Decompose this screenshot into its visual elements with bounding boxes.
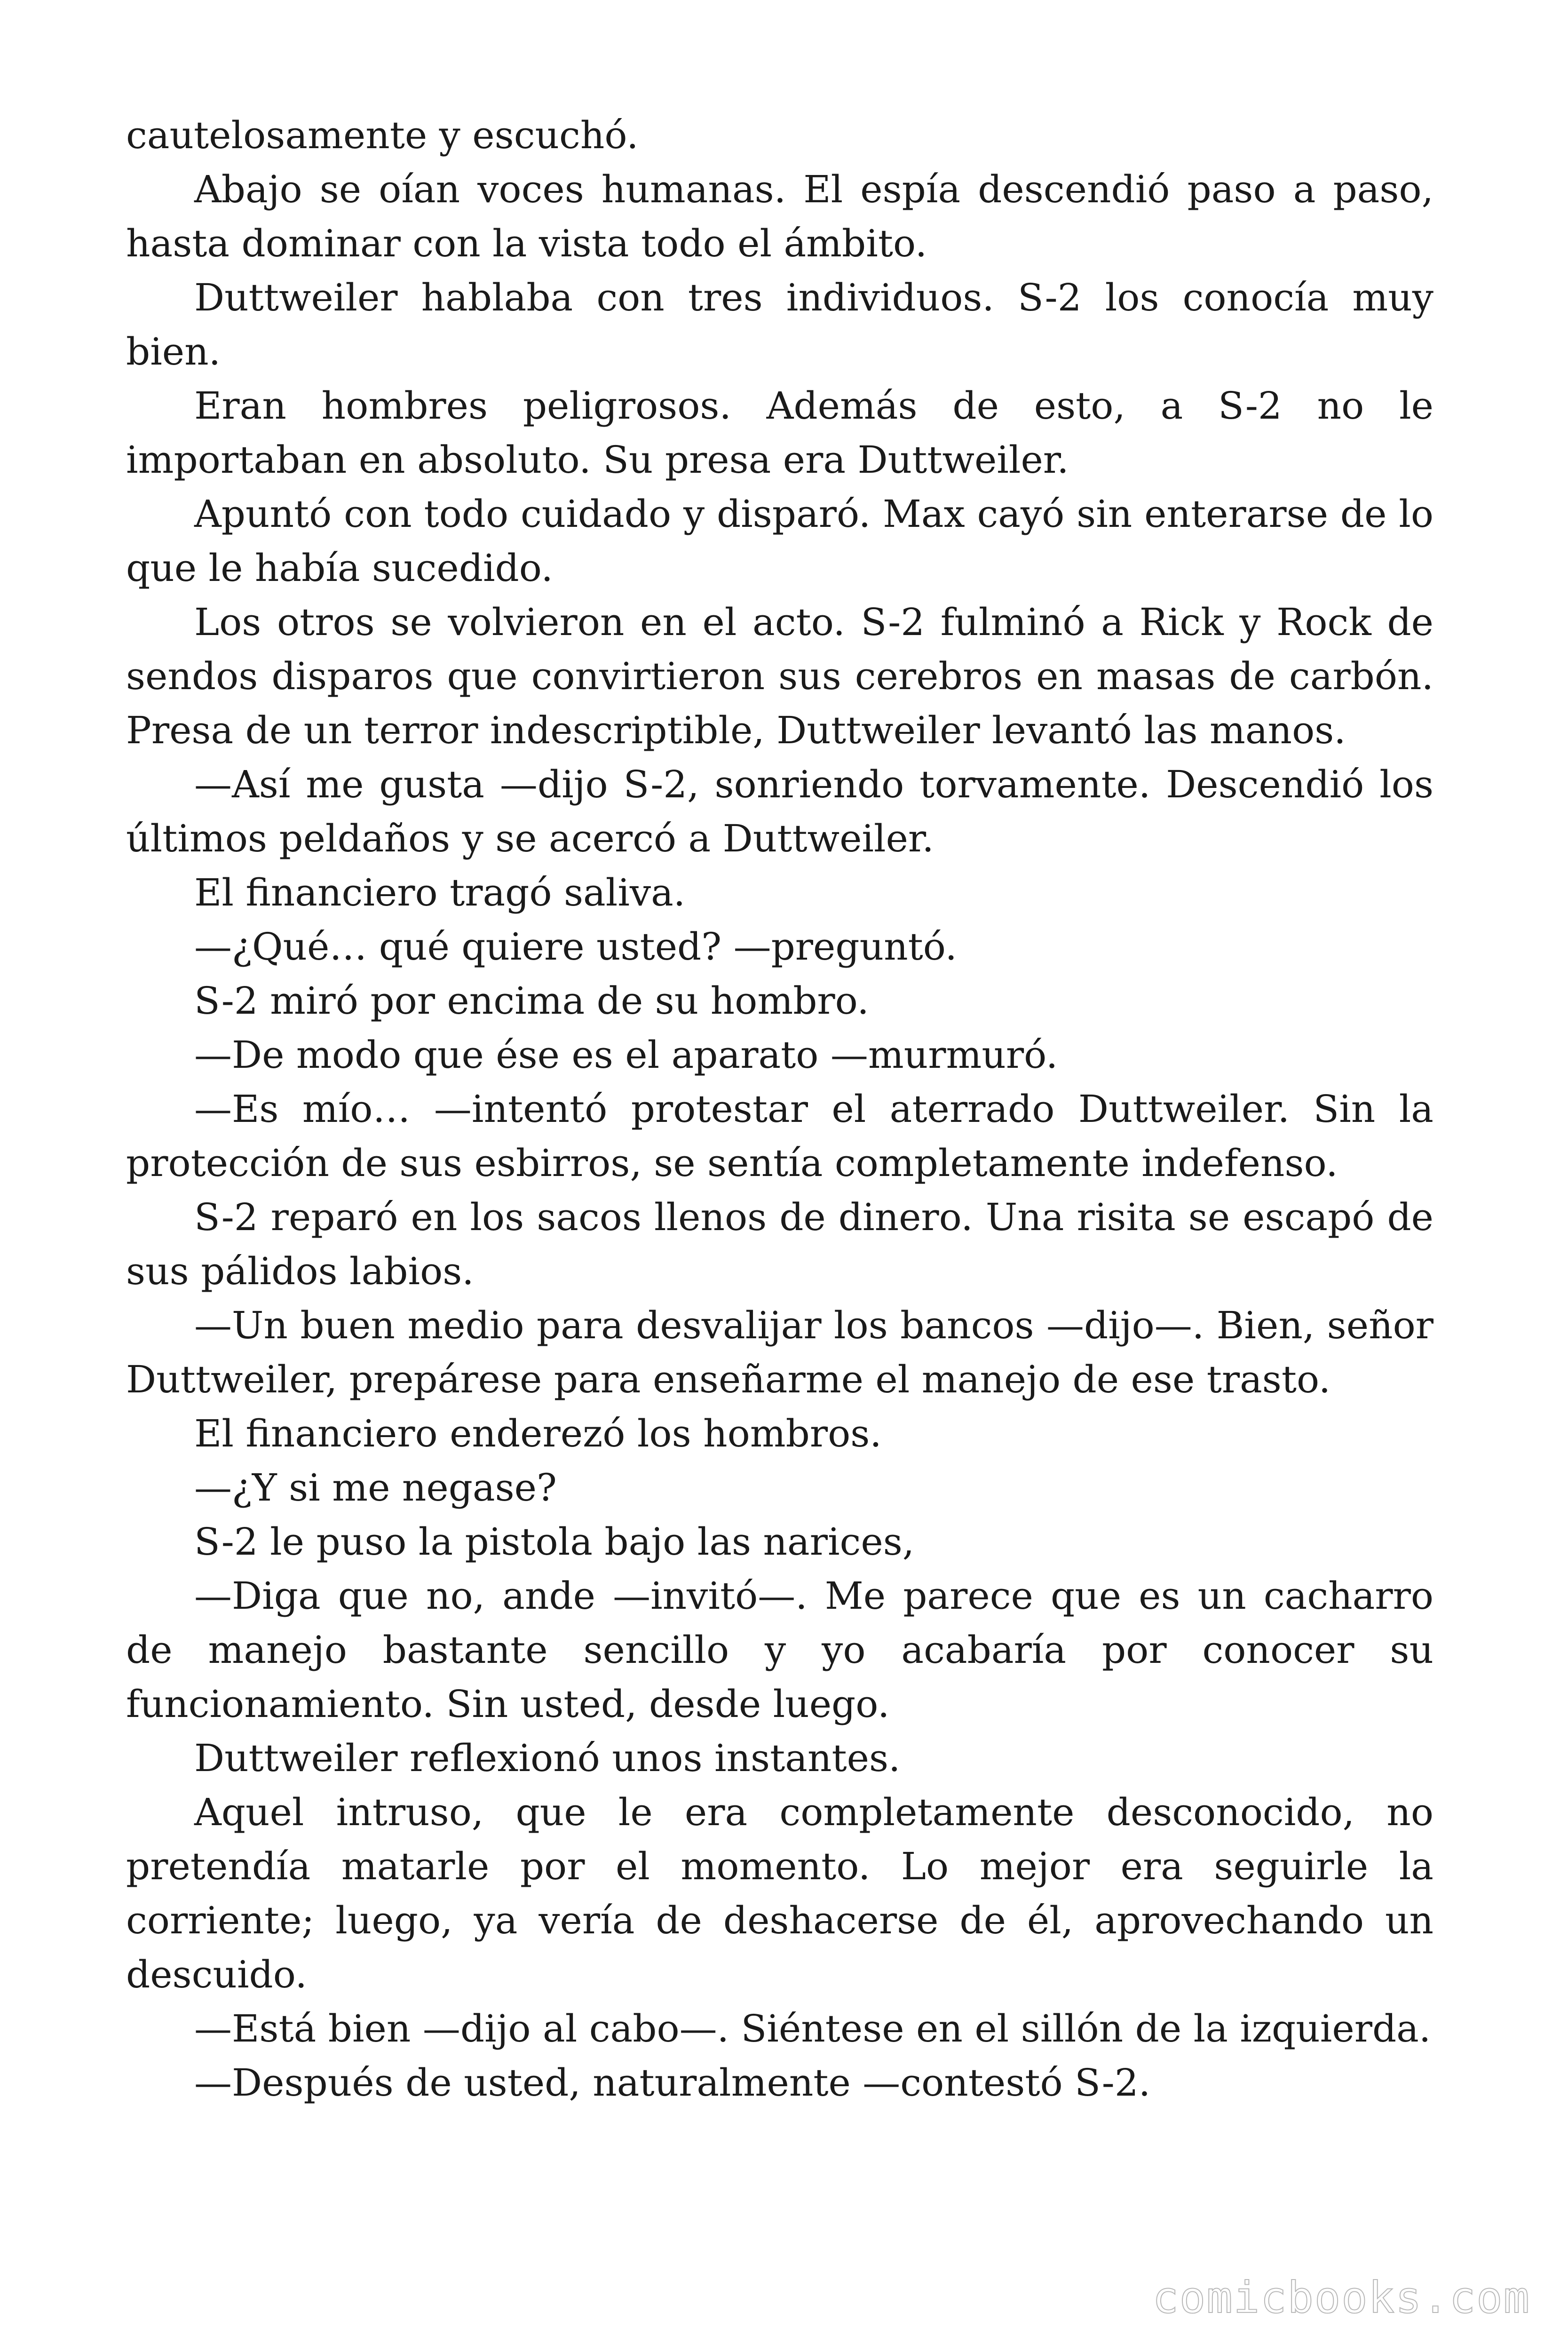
- paragraph: Eran hombres peligrosos. Además de esto, a S-2 no le importaban en absoluto. Su presa era Duttweiler.: [126, 384, 1433, 482]
- paragraph: S-2 miró por encima de su hombro.: [194, 979, 869, 1023]
- paragraph: cautelosamente y escuchó.: [126, 113, 639, 157]
- paragraph: El financiero tragó saliva.: [194, 871, 686, 914]
- paragraph: Aquel intruso, que le era completamente desconocido, no pretendía matarle por el momento. Lo mejor era seguirle la corriente; luego, ya vería de deshacerse de él, aprovechando un descuido.: [126, 1790, 1433, 1996]
- paragraph: —Después de usted, naturalmente —contestó S-2.: [194, 2061, 1151, 2105]
- paragraph: Duttweiler hablaba con tres individuos. S-2 los conocía muy bien.: [126, 276, 1433, 373]
- paragraph: —Diga que no, ande —invitó—. Me parece que es un cacharro de manejo bastante sencillo y yo acabaría por conocer su funcionamiento. Sin usted, desde luego.: [126, 1574, 1433, 1726]
- paragraph: —Así me gusta —dijo S-2, sonriendo torvamente. Descendió los últimos peldaños y se acercó a Duttweiler.: [126, 763, 1433, 860]
- paragraph: —Está bien —dijo al cabo—. Siéntese en el sillón de la izquierda.: [194, 2007, 1431, 2050]
- paragraph: —¿Y si me negase?: [194, 1466, 557, 1510]
- paragraph: —¿Qué… qué quiere usted? —preguntó.: [194, 925, 957, 969]
- paragraph: —Un buen medio para desvalijar los bancos —dijo—. Bien, señor Duttweiler, prepárese para enseñarme el manejo de ese trasto.: [126, 1303, 1433, 1401]
- paragraph: Los otros se volvieron en el acto. S-2 fulminó a Rick y Rock de sendos disparos que convirtieron sus cerebros en masas de carbón. Presa de un terror indescriptible, Duttweiler levantó las manos.: [126, 600, 1433, 752]
- paragraph: Apuntó con todo cuidado y disparó. Max cayó sin enterarse de lo que le había sucedido.: [126, 492, 1433, 590]
- paragraph: S-2 le puso la pistola bajo las narices,: [194, 1520, 915, 1564]
- paragraph: El financiero enderezó los hombros.: [194, 1412, 882, 1455]
- page-text: [126, 108, 1433, 2110]
- paragraph: Abajo se oían voces humanas. El espía descendió paso a paso, hasta dominar con la vista todo el ámbito.: [126, 167, 1433, 265]
- watermark: comicbooks.com: [1152, 2273, 1530, 2323]
- paragraph: —Es mío… —intentó protestar el aterrado Duttweiler. Sin la protección de sus esbirros, se sentía completamente indefenso.: [126, 1087, 1433, 1185]
- paragraph: Duttweiler reflexionó unos instantes.: [194, 1736, 901, 1780]
- paragraph: S-2 reparó en los sacos llenos de dinero. Una risita se escapó de sus pálidos labios.: [126, 1195, 1433, 1293]
- paragraph: —De modo que ése es el aparato —murmuró.: [194, 1033, 1058, 1077]
